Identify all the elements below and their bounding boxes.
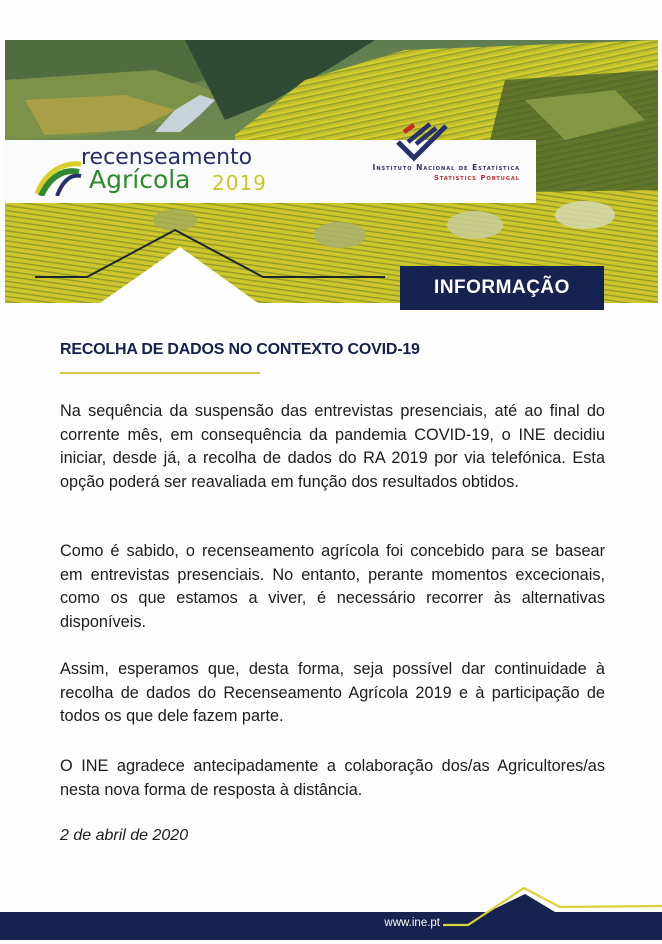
ine-name: Instituto Nacional de Estatística (372, 163, 520, 172)
footer-graphic (0, 880, 662, 940)
paragraph-3: Assim, esperamos que, desta forma, seja possível dar continuidade à recolha de dados do Recenseamento Agrícola 2019 e à participação de todos os que dele fazem parte. (60, 660, 605, 726)
census-logo-line2: Agrícola (89, 165, 191, 194)
census-logo-year: 2019 (212, 171, 267, 195)
title-underline (60, 372, 260, 374)
section-label-text: INFORMAÇÃO (434, 277, 570, 298)
paragraph-2: Como é sabido, o recenseamento agrícola foi concebido para se basear em entrevistas presenciais. No entanto, perante momentos excecionais, como os que estamos a viver, é necessário recorrer às alternativas disponíveis. (60, 542, 605, 631)
paragraph-1: Na sequência da suspensão das entrevistas presenciais, até ao final do corrente mês, em consequência da pandemia COVID-19, o INE decidiu iniciar, desde já, a recolha de dados do RA 2019 por via telefónica. Esta opção poderá ser reavaliada em função dos resultados obtidos. (60, 402, 605, 491)
census-logo-line1: recenseamento (81, 145, 253, 170)
paragraph-4: O INE agradece antecipadamente a colaboração dos/as Agricultores/as nesta nova forma de resposta à distância. (60, 757, 605, 799)
ine-check-mark-icon (392, 120, 452, 162)
ine-logo (330, 120, 530, 200)
logo-band (5, 140, 536, 203)
footer-bar (0, 880, 662, 940)
census-logo (35, 146, 295, 200)
article-title: RECOLHA DE DADOS NO CONTEXTO COVID-19 (60, 341, 420, 358)
website-link[interactable]: www.ine.pt (384, 917, 440, 929)
section-label-badge (400, 266, 604, 310)
ine-subtitle: Statistics Portugal (433, 174, 520, 182)
document-date: 2 de abril de 2020 (60, 827, 189, 844)
